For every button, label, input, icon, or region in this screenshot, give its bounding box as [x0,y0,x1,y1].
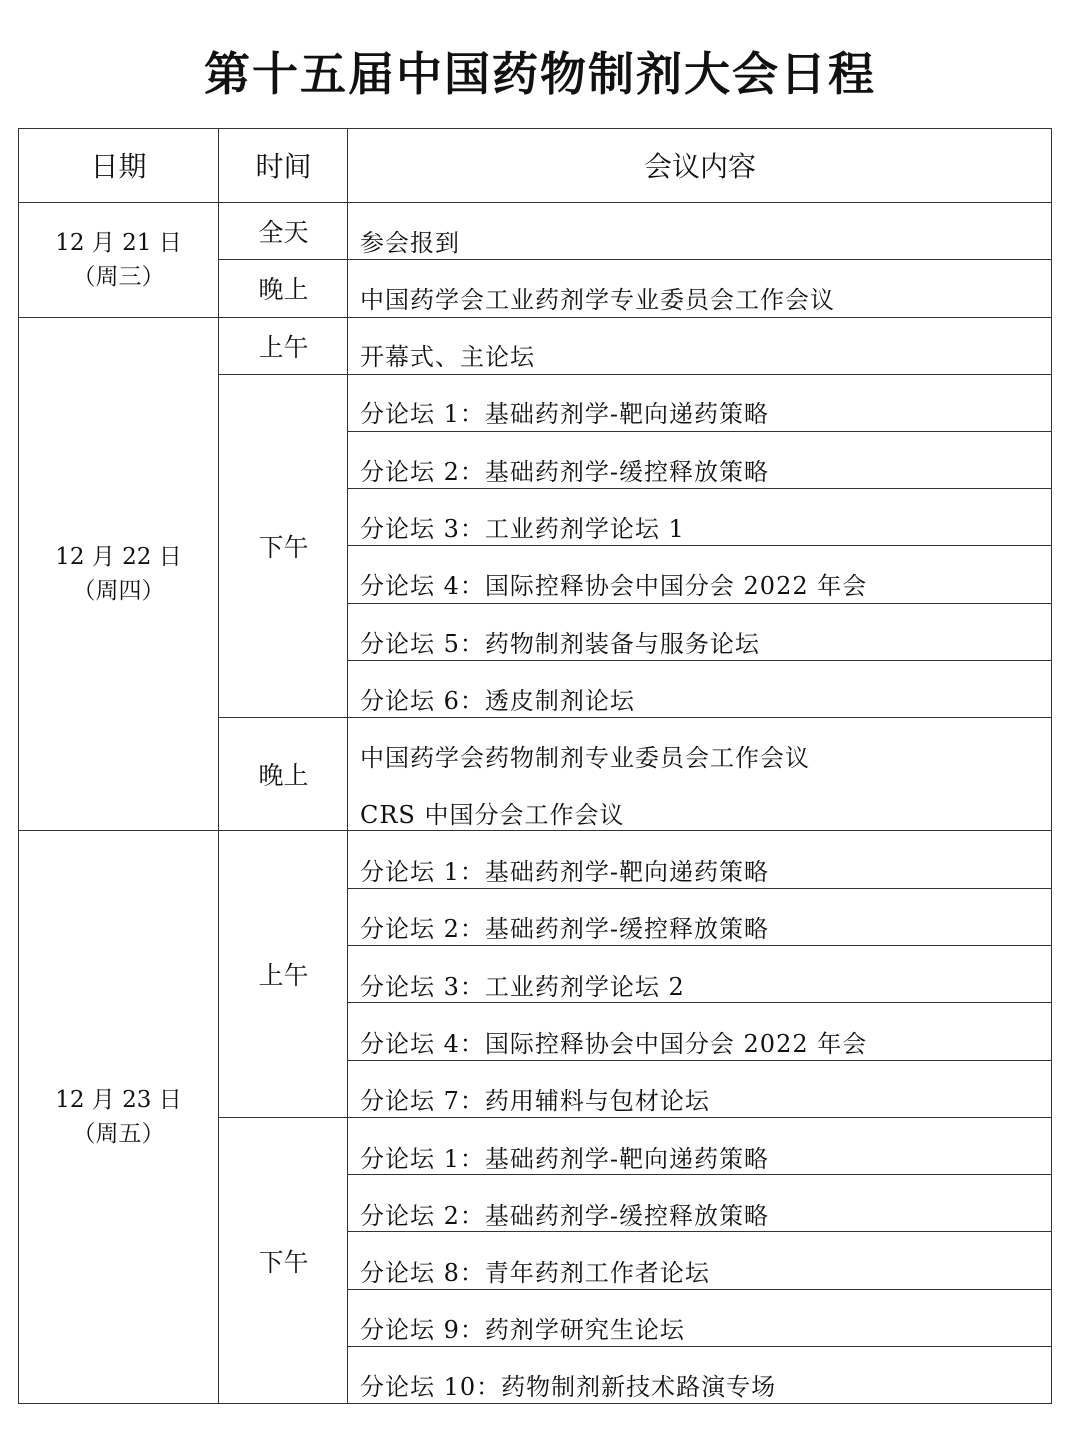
time-cell: 晚上 [258,760,309,790]
session-item: 分论坛 4：国际控释协会中国分会 2022 年会 [360,1030,868,1058]
time-cell: 晚上 [258,275,309,304]
row-divider [348,1346,1052,1347]
row-divider [348,660,1052,661]
session-item: 分论坛 7：药用辅料与包材论坛 [360,1087,710,1115]
header-time: 时间 [255,150,312,183]
border-top [18,128,1052,129]
session-item: 分论坛 1：基础药剂学-靶向递药策略 [360,1145,770,1173]
session-item: 分论坛 1：基础药剂学-靶向递药策略 [360,400,770,428]
weekday-label: （周三） [72,263,165,290]
day-divider [18,317,1052,318]
border-left [18,128,19,1404]
session-item: CRS 中国分会工作会议 [360,801,625,829]
column-divider [347,128,348,1404]
session-item: 分论坛 8：青年药剂工作者论坛 [360,1259,710,1287]
row-divider [348,945,1052,946]
row-divider [348,488,1052,489]
row-divider [348,1289,1052,1290]
session-item: 中国药学会药物制剂专业委员会工作会议 [360,744,810,772]
session-item: 分论坛 4：国际控释协会中国分会 2022 年会 [360,572,868,600]
date-label: 12 月 22 日 [55,543,182,570]
time-cell: 下午 [258,1247,309,1277]
session-item: 分论坛 2：基础药剂学-缓控释放策略 [360,915,770,943]
row-divider [348,1060,1052,1061]
row-divider [348,1231,1052,1232]
row-divider [348,431,1052,432]
time-divider [219,717,1052,718]
row-divider [348,603,1052,604]
day-divider [18,830,1052,831]
time-divider [219,1117,1052,1118]
time-divider [219,374,1052,375]
session-item: 分论坛 9：药剂学研究生论坛 [360,1316,685,1344]
date-label: 12 月 23 日 [55,1087,182,1113]
session-item: 分论坛 2：基础药剂学-缓控释放策略 [360,1202,770,1230]
header-date: 日期 [90,150,147,183]
row-divider [348,1002,1052,1003]
time-cell: 下午 [258,532,309,562]
row-divider [348,545,1052,546]
column-divider [218,128,219,1404]
weekday-label: （周五） [72,1121,165,1147]
border-right [1051,128,1052,1404]
weekday-label: （周四） [72,577,165,604]
session-item: 分论坛 6：透皮制剂论坛 [360,687,635,715]
session-item: 开幕式、主论坛 [360,343,535,371]
session-item: 分论坛 5：药物制剂装备与服务论坛 [360,630,760,658]
session-item: 分论坛 10：药物制剂新技术路演专场 [360,1373,777,1401]
time-cell: 全天 [258,217,309,247]
row-divider [348,1174,1052,1175]
session-item: 中国药学会工业药剂学专业委员会工作会议 [360,286,835,314]
header-divider [18,202,1052,203]
time-cell: 上午 [258,332,309,362]
session-item: 分论坛 1：基础药剂学-靶向递药策略 [360,858,770,886]
session-item: 分论坛 3：工业药剂学论坛 2 [360,973,685,1001]
header-content: 会议内容 [643,150,756,183]
time-divider [219,259,1052,260]
page-title: 第十五届中国药物制剂大会日程 [204,47,876,101]
session-item: 分论坛 3：工业药剂学论坛 1 [360,515,685,543]
session-item: 参会报到 [360,229,460,257]
date-label: 12 月 21 日 [55,229,182,256]
time-cell: 上午 [258,960,309,990]
schedule-table [18,128,1052,1404]
border-bottom [18,1403,1052,1404]
session-item: 分论坛 2：基础药剂学-缓控释放策略 [360,458,770,486]
row-divider [348,888,1052,889]
